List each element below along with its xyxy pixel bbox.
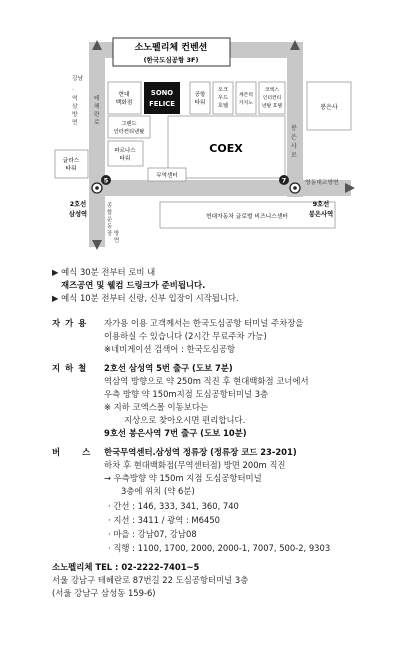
svg-text:무역센터: 무역센터 bbox=[156, 173, 178, 179]
svg-text:코엑스: 코엑스 bbox=[265, 88, 279, 93]
svg-text:합: 합 bbox=[107, 210, 113, 216]
svg-text:사: 사 bbox=[291, 143, 297, 150]
svg-text:백화점: 백화점 bbox=[115, 100, 133, 106]
contact-address: 서울 강남구 테헤란로 87번길 22 도심공항터미널 3층 bbox=[52, 575, 249, 585]
svg-text:동: 동 bbox=[107, 224, 113, 230]
block-bongeunsa bbox=[307, 82, 351, 130]
svg-text:9호선: 9호선 bbox=[312, 201, 330, 208]
svg-text:오크: 오크 bbox=[217, 87, 229, 93]
svg-text:테: 테 bbox=[94, 96, 100, 102]
svg-text:COEX: COEX bbox=[209, 142, 243, 155]
svg-text:5: 5 bbox=[103, 176, 109, 185]
contact-address-old: (서울 강남구 삼성동 159-6) bbox=[52, 588, 156, 598]
bus-line-4: 3층에 위치 (약 6분) bbox=[121, 486, 195, 496]
contact-tel: 소노펠리체 TEL : 02-2222-7401~5 bbox=[52, 562, 200, 572]
subway-line-1: 2호선 삼성역 5번 출구 (도보 7분) bbox=[104, 363, 233, 373]
svg-text:FELICE: FELICE bbox=[149, 100, 175, 108]
svg-text:봉: 봉 bbox=[291, 125, 297, 132]
right-direction-label: 영동대교방면 bbox=[305, 180, 339, 186]
left-road bbox=[89, 42, 105, 247]
svg-text:호텔: 호텔 bbox=[217, 103, 229, 109]
bus-line-8: · 직행 : 1100, 1700, 2000, 2000-1, 7007, 500-2, 9303 bbox=[108, 543, 331, 553]
svg-text:공항: 공항 bbox=[194, 92, 206, 98]
subway-line-5: 지상으로 찾아오시면 편리합니다. bbox=[124, 415, 246, 425]
bus-line-5: · 간선 : 146, 333, 341, 360, 740 bbox=[108, 501, 239, 511]
svg-text:글라스: 글라스 bbox=[62, 158, 80, 164]
bottom-left-road-label bbox=[107, 201, 120, 244]
subway-line-6: 9호선 봉은사역 7번 출구 (도보 10분) bbox=[104, 428, 247, 438]
svg-text:현대자동차 글로벌 비즈니스센터: 현대자동차 글로벌 비즈니스센터 bbox=[205, 214, 289, 220]
note-2: 재즈공연 및 웰컴 드링크가 준비됩니다. bbox=[61, 280, 206, 290]
map-title: 소노펠리체 컨벤션 bbox=[134, 43, 208, 53]
svg-text:2호선: 2호선 bbox=[69, 201, 87, 208]
bus-line-3: → 우측방향 약 150m 지점 도심공항터미널 bbox=[104, 473, 262, 483]
subway-line-3: 우측 방향 약 150m지점 도심공항터미널 3층 bbox=[104, 389, 269, 399]
block-trade-center bbox=[148, 168, 186, 181]
svg-text:인터컨티: 인터컨티 bbox=[262, 96, 282, 101]
svg-text:우드: 우드 bbox=[217, 95, 229, 101]
svg-text:로: 로 bbox=[291, 152, 297, 159]
svg-text:인터컨티넨탈: 인터컨티넨탈 bbox=[113, 129, 145, 135]
block-glass-tower bbox=[55, 150, 88, 178]
svg-text:면: 면 bbox=[114, 238, 120, 244]
svg-text:강남: 강남 bbox=[72, 76, 84, 82]
svg-text:타워: 타워 bbox=[65, 166, 77, 172]
note-1: ▶ 예식 30분 전부터 로비 내 bbox=[52, 267, 156, 277]
svg-text:장: 장 bbox=[107, 231, 113, 237]
svg-text:카지노: 카지노 bbox=[239, 101, 253, 106]
block-airport-tower bbox=[190, 82, 210, 114]
svg-text:역: 역 bbox=[72, 96, 78, 102]
svg-text:세븐럭: 세븐럭 bbox=[239, 93, 253, 98]
block-hyundai-dept bbox=[108, 82, 141, 114]
svg-text:종: 종 bbox=[107, 203, 113, 209]
svg-text:방: 방 bbox=[72, 112, 78, 118]
svg-text:봉은사: 봉은사 bbox=[320, 104, 338, 111]
block-coex-intercon bbox=[259, 82, 285, 114]
svg-text:현대: 현대 bbox=[118, 92, 130, 98]
map-subtitle: (한국도심공항 3F) bbox=[143, 56, 199, 64]
svg-text:삼: 삼 bbox=[72, 104, 78, 110]
parking-line-2: 이용하실 수 있습니다 (2시간 무료주차 가능) bbox=[104, 331, 267, 341]
svg-text:·: · bbox=[72, 88, 74, 94]
svg-text:삼성역: 삼성역 bbox=[68, 211, 88, 218]
svg-text:운: 운 bbox=[107, 217, 113, 223]
svg-text:7: 7 bbox=[281, 176, 287, 185]
svg-text:면: 면 bbox=[72, 120, 78, 126]
right-road bbox=[287, 42, 303, 197]
block-casino bbox=[236, 82, 256, 114]
bus-line-6: · 지선 : 3411 / 광역 : M6450 bbox=[108, 515, 220, 525]
parking-line-1: 자가용 이용 고객께서는 한국도심공항 터미널 주차장을 bbox=[104, 318, 304, 328]
svg-text:로: 로 bbox=[94, 120, 100, 126]
svg-text:타워: 타워 bbox=[194, 100, 206, 106]
svg-text:헤: 헤 bbox=[94, 104, 100, 110]
svg-text:란: 란 bbox=[94, 112, 100, 118]
svg-text:방: 방 bbox=[114, 231, 120, 237]
svg-text:타워: 타워 bbox=[119, 156, 131, 162]
bus-line-2: 하차 후 현대백화점(무역센터점) 방면 200m 직진 bbox=[104, 460, 286, 470]
block-grand-intercon bbox=[108, 116, 150, 138]
block-parnas bbox=[108, 141, 143, 166]
svg-text:봉은사역: 봉은사역 bbox=[308, 211, 334, 218]
location-map bbox=[0, 0, 400, 260]
svg-text:은: 은 bbox=[291, 134, 297, 141]
svg-text:SONO: SONO bbox=[150, 89, 174, 97]
svg-text:넨탈 호텔: 넨탈 호텔 bbox=[261, 104, 283, 109]
svg-text:그랜드: 그랜드 bbox=[121, 121, 137, 127]
svg-text:파르나스: 파르나스 bbox=[114, 148, 136, 154]
subway-line-4: ※ 지하 코엑스몰 이동보다는 bbox=[104, 402, 208, 412]
subway-label: 지하철 bbox=[52, 363, 92, 373]
block-sono-felice bbox=[144, 82, 180, 114]
parking-label: 자가용 bbox=[52, 318, 92, 328]
block-oakwood bbox=[213, 82, 233, 114]
bus-line-7: · 마을 : 강남07, 강남08 bbox=[108, 529, 197, 539]
subway-line-2: 역삼역 방향으로 약 250m 직진 후 현대백화점 코너에서 bbox=[104, 376, 309, 386]
bus-line-1: 한국무역센터.삼성역 정류장 (정류장 코드 23-201) bbox=[104, 447, 297, 457]
note-3: ▶ 예식 10분 전부터 신랑, 신부 입장이 시작됩니다. bbox=[52, 293, 239, 303]
left-road-label bbox=[72, 74, 84, 126]
parking-line-3: ※네비게이션 검색어 : 한국도심공항 bbox=[104, 344, 236, 354]
bus-label: 버스 bbox=[52, 447, 113, 457]
